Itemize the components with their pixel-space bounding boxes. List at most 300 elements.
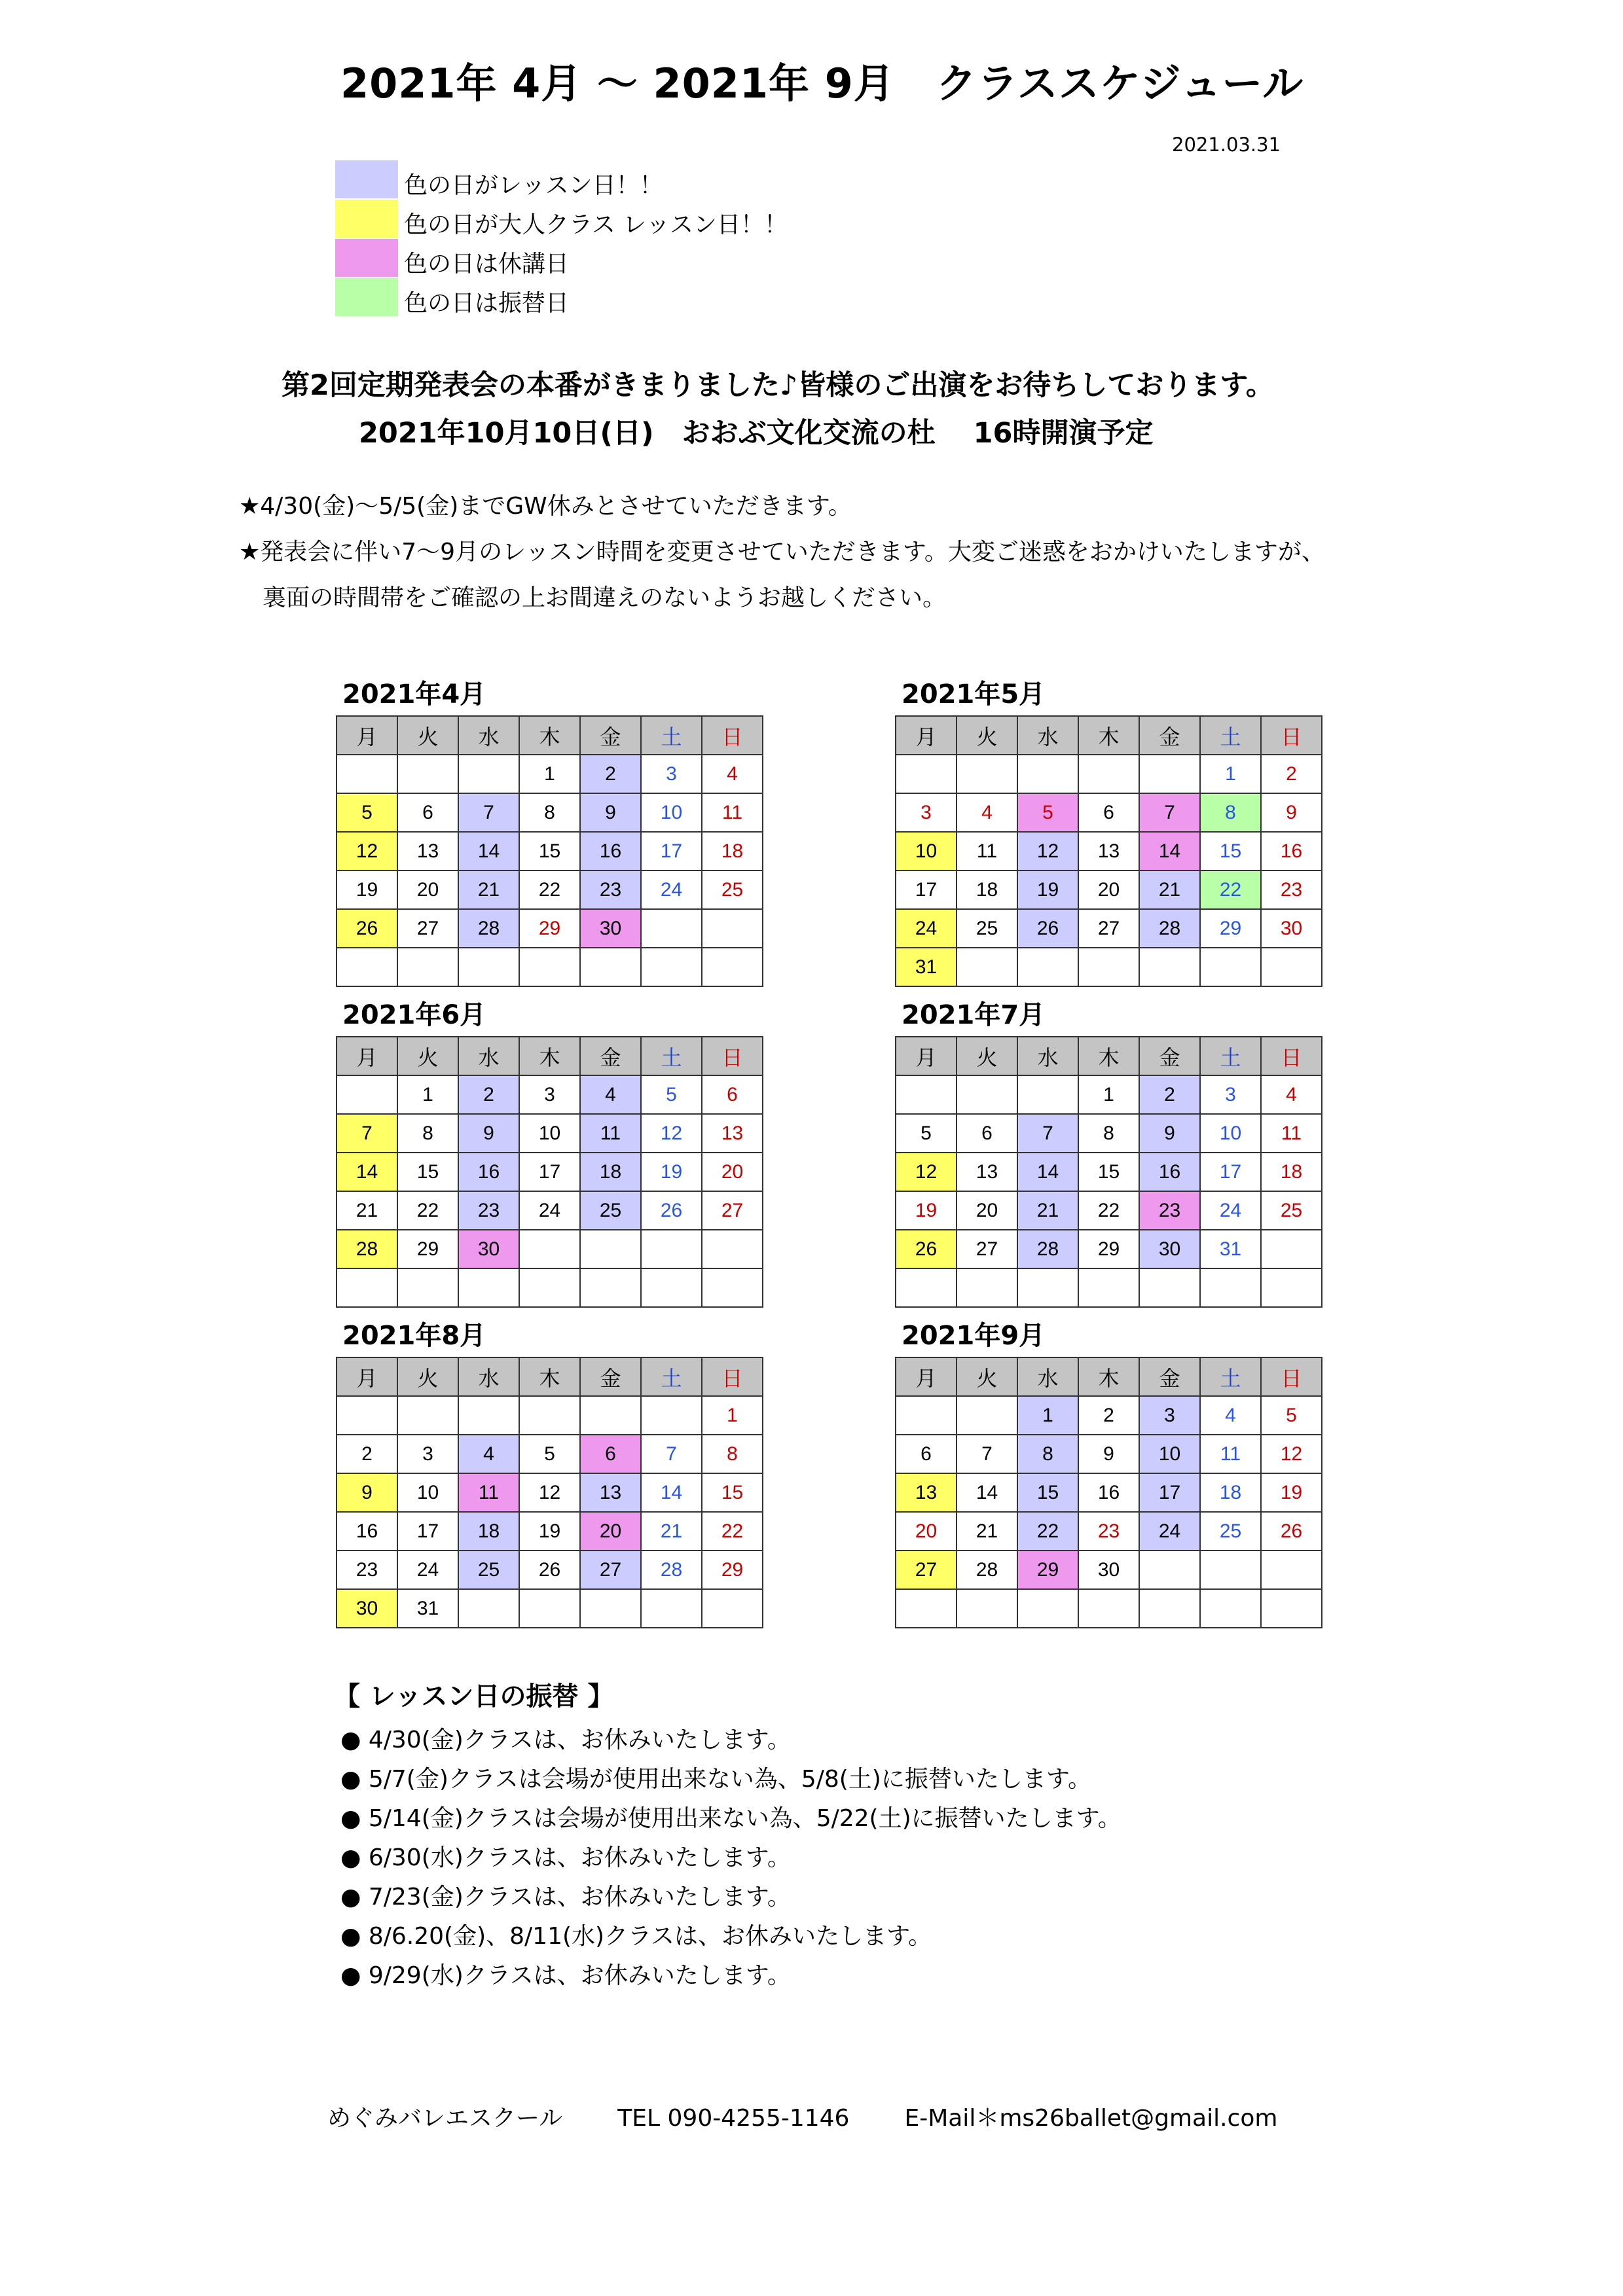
calendar-day: 20	[397, 870, 458, 909]
calendar-day: 12	[519, 1473, 580, 1512]
calendar-day: 26	[641, 1191, 702, 1230]
calendar-day: 28	[1139, 909, 1200, 948]
calendar-day: 29	[702, 1551, 763, 1589]
calendar-empty-cell	[1261, 1268, 1322, 1307]
legend-text-off: 色の日は休講日	[404, 251, 570, 278]
calendar-day: 7	[1017, 1114, 1078, 1153]
calendar-day: 21	[458, 870, 519, 909]
weekday-header: 日	[1261, 1357, 1322, 1396]
calendar-day: 25	[458, 1551, 519, 1589]
calendar-day: 30	[1139, 1230, 1200, 1268]
calendar-day: 18	[957, 870, 1017, 909]
calendar-day: 7	[1139, 793, 1200, 832]
calendar-empty-cell	[519, 1230, 580, 1268]
calendar-empty-cell	[957, 1075, 1017, 1114]
calendar-week-row	[337, 948, 763, 986]
calendar-day: 23	[1261, 870, 1322, 909]
weekday-header: 日	[1261, 1037, 1322, 1075]
calendar-month-title: 2021年4月	[342, 679, 486, 709]
calendar-day: 29	[1078, 1230, 1139, 1268]
calendar-day: 5	[337, 793, 397, 832]
calendar-day: 29	[519, 909, 580, 948]
calendar-empty-cell	[1017, 1268, 1078, 1307]
calendar-day: 21	[337, 1191, 397, 1230]
page-title: 2021年 4月 〜 2021年 9月 クラススケジュール	[340, 60, 1304, 107]
calendar-day: 20	[896, 1512, 957, 1551]
calendar-day: 13	[580, 1473, 641, 1512]
calendar-grid	[336, 1036, 763, 1308]
calendar-empty-cell	[896, 1589, 957, 1628]
calendar-day: 29	[397, 1230, 458, 1268]
calendar-day: 22	[519, 870, 580, 909]
calendar-empty-cell	[957, 948, 1017, 986]
calendar-day: 11	[957, 832, 1017, 870]
calendar-month-title: 2021年6月	[342, 1000, 486, 1030]
calendar-day: 17	[896, 870, 957, 909]
calendar-empty-cell	[702, 948, 763, 986]
phone-number: TEL 090-4255-1146	[617, 2105, 850, 2132]
calendar-empty-cell	[1139, 1551, 1200, 1589]
calendar-day: 25	[580, 1191, 641, 1230]
calendar-day: 7	[458, 793, 519, 832]
calendar-week-row	[337, 1114, 763, 1153]
calendar-day: 6	[580, 1435, 641, 1473]
calendar-week-row	[896, 1191, 1322, 1230]
calendar-day: 14	[957, 1473, 1017, 1512]
calendar-empty-cell	[337, 1396, 397, 1435]
calendar-day: 5	[1017, 793, 1078, 832]
calendar-day: 24	[1139, 1512, 1200, 1551]
calendar-empty-cell	[641, 1396, 702, 1435]
calendar-day: 16	[458, 1153, 519, 1191]
calendar-day: 6	[397, 793, 458, 832]
calendar-day: 27	[702, 1191, 763, 1230]
legend-item-lesson	[335, 160, 793, 200]
calendar-day: 25	[957, 909, 1017, 948]
calendar-empty-cell	[641, 1589, 702, 1628]
calendar-empty-cell	[957, 1589, 1017, 1628]
calendar-day: 9	[1078, 1435, 1139, 1473]
calendar-day: 10	[1200, 1114, 1261, 1153]
calendar-day: 24	[641, 870, 702, 909]
calendar-day: 16	[1261, 832, 1322, 870]
calendar-day: 8	[519, 793, 580, 832]
calendar-day: 7	[957, 1435, 1017, 1473]
calendar-week-row	[337, 1230, 763, 1268]
calendar-day: 9	[580, 793, 641, 832]
calendar-empty-cell	[1078, 948, 1139, 986]
calendar-week-row	[896, 1512, 1322, 1551]
weekday-header: 土	[641, 1037, 702, 1075]
calendar-day: 16	[337, 1512, 397, 1551]
calendar-empty-cell	[702, 909, 763, 948]
calendar-day: 8	[702, 1435, 763, 1473]
weekday-header: 月	[337, 1357, 397, 1396]
weekday-header-row	[337, 1037, 763, 1075]
calendar-day: 11	[1261, 1114, 1322, 1153]
substitution-item: ● 5/7(金)クラスは会場が使用出来ない為、5/8(土)に振替いたします。	[340, 1766, 1091, 1793]
calendar-day: 4	[1200, 1396, 1261, 1435]
calendar-empty-cell	[458, 948, 519, 986]
calendar-empty-cell	[519, 1396, 580, 1435]
calendar-empty-cell	[337, 948, 397, 986]
calendar-day: 3	[896, 793, 957, 832]
substitution-item: ● 7/23(金)クラスは、お休みいたします。	[340, 1884, 791, 1910]
weekday-header: 金	[1139, 1037, 1200, 1075]
calendar-day: 16	[1078, 1473, 1139, 1512]
recital-date-venue: 2021年10月10日(日) おおぶ文化交流の杜 16時開演予定	[359, 417, 1154, 450]
calendar-day: 18	[1261, 1153, 1322, 1191]
issue-date: 2021.03.31	[1172, 134, 1281, 156]
calendar-week-row	[337, 1075, 763, 1114]
calendar-day: 23	[337, 1551, 397, 1589]
calendar-day: 5	[896, 1114, 957, 1153]
weekday-header: 日	[702, 1037, 763, 1075]
calendar-week-row	[896, 1230, 1322, 1268]
weekday-header: 木	[1078, 716, 1139, 755]
legend-item-off	[335, 239, 793, 278]
calendar-empty-cell	[519, 948, 580, 986]
calendar-day: 14	[1139, 832, 1200, 870]
calendar-day: 4	[702, 755, 763, 793]
calendar-day: 14	[458, 832, 519, 870]
calendar-day: 20	[580, 1512, 641, 1551]
legend-text-adult: 色の日が大人クラス レッスン日！！	[404, 211, 788, 238]
calendar-day: 10	[896, 832, 957, 870]
email-address[interactable]: E-Mail＊ms26ballet@gmail.com	[904, 2105, 1278, 2132]
calendar-day: 20	[702, 1153, 763, 1191]
calendar-day: 6	[896, 1435, 957, 1473]
calendar-day: 9	[458, 1114, 519, 1153]
calendar-empty-cell	[641, 909, 702, 948]
calendar-day: 13	[1078, 832, 1139, 870]
calendar-day: 7	[337, 1114, 397, 1153]
calendar-week-row	[896, 1114, 1322, 1153]
calendar-day: 19	[896, 1191, 957, 1230]
calendar-day: 1	[1078, 1075, 1139, 1114]
weekday-header: 水	[458, 1357, 519, 1396]
calendar-day: 18	[1200, 1473, 1261, 1512]
calendar-week-row	[896, 1589, 1322, 1628]
calendar-day: 31	[896, 948, 957, 986]
calendar-empty-cell	[580, 1230, 641, 1268]
calendar-empty-cell	[1078, 1268, 1139, 1307]
calendar-day: 15	[1200, 832, 1261, 870]
calendar-empty-cell	[896, 755, 957, 793]
calendar-week-row	[896, 1268, 1322, 1307]
calendar-day: 11	[580, 1114, 641, 1153]
calendar-empty-cell	[1200, 1589, 1261, 1628]
calendar-empty-cell	[1139, 1589, 1200, 1628]
calendar-empty-cell	[641, 1230, 702, 1268]
calendar-week-row	[337, 1589, 763, 1628]
calendar-empty-cell	[580, 1268, 641, 1307]
calendar-empty-cell	[896, 1396, 957, 1435]
calendar-empty-cell	[337, 1268, 397, 1307]
calendar-day: 26	[1017, 909, 1078, 948]
calendar-empty-cell	[1078, 1589, 1139, 1628]
calendar-empty-cell	[641, 1268, 702, 1307]
calendar-day: 30	[1261, 909, 1322, 948]
calendar-week-row	[337, 1551, 763, 1589]
calendar-day: 18	[702, 832, 763, 870]
calendar-day: 8	[1078, 1114, 1139, 1153]
calendar-day: 10	[1139, 1435, 1200, 1473]
calendar-day: 24	[519, 1191, 580, 1230]
calendar-day: 30	[1078, 1551, 1139, 1589]
weekday-header: 金	[580, 1357, 641, 1396]
calendar-day: 30	[580, 909, 641, 948]
weekday-header-row	[337, 1357, 763, 1396]
calendar-day: 24	[397, 1551, 458, 1589]
calendar-week-row	[337, 832, 763, 870]
calendar-day: 25	[702, 870, 763, 909]
calendar-day: 4	[458, 1435, 519, 1473]
calendar-empty-cell	[1261, 1551, 1322, 1589]
calendar-grid	[895, 715, 1322, 987]
calendar-week-row	[896, 1551, 1322, 1589]
calendar-day: 2	[1139, 1075, 1200, 1114]
calendar-day: 14	[337, 1153, 397, 1191]
calendar-day: 27	[957, 1230, 1017, 1268]
calendar-empty-cell	[397, 1396, 458, 1435]
calendar-day: 13	[702, 1114, 763, 1153]
calendar-empty-cell	[1017, 755, 1078, 793]
calendar-day: 2	[1078, 1396, 1139, 1435]
weekday-header: 水	[1017, 716, 1078, 755]
calendar-day: 16	[1139, 1153, 1200, 1191]
substitution-item: ● 4/30(金)クラスは、お休みいたします。	[340, 1727, 791, 1753]
weekday-header: 月	[896, 1037, 957, 1075]
calendar-empty-cell	[702, 1589, 763, 1628]
substitution-item: ● 5/14(金)クラスは会場が使用出来ない為、5/22(土)に振替いたします。	[340, 1805, 1122, 1832]
note-time-change: ★発表会に伴い7〜9月のレッスン時間を変更させていただきます。大変ご迷惑をおかけいたしますが、	[239, 539, 1325, 565]
calendar-day: 12	[337, 832, 397, 870]
calendar-day: 23	[1078, 1512, 1139, 1551]
weekday-header: 土	[1200, 1037, 1261, 1075]
substitution-item: ● 9/29(水)クラスは、お休みいたします。	[340, 1962, 791, 1989]
calendar-day: 22	[397, 1191, 458, 1230]
calendar-day: 15	[519, 832, 580, 870]
calendar-empty-cell	[702, 1268, 763, 1307]
calendar-day: 9	[337, 1473, 397, 1512]
weekday-header: 土	[641, 1357, 702, 1396]
calendar-grid	[895, 1357, 1322, 1628]
calendar-day: 17	[397, 1512, 458, 1551]
calendar-day: 17	[641, 832, 702, 870]
calendar-day: 11	[458, 1473, 519, 1512]
calendar-empty-cell	[1261, 1230, 1322, 1268]
calendar-day: 1	[702, 1396, 763, 1435]
weekday-header-row	[896, 716, 1322, 755]
weekday-header: 木	[519, 1037, 580, 1075]
calendar-day: 12	[1261, 1435, 1322, 1473]
calendar-day: 27	[397, 909, 458, 948]
calendar-day: 18	[580, 1153, 641, 1191]
calendar-day: 26	[337, 909, 397, 948]
calendar-week-row	[896, 909, 1322, 948]
calendar-day: 9	[1261, 793, 1322, 832]
calendar-day: 26	[1261, 1512, 1322, 1551]
calendar-empty-cell	[1017, 1075, 1078, 1114]
calendar-day: 4	[957, 793, 1017, 832]
calendar-day: 3	[1200, 1075, 1261, 1114]
calendar-day: 24	[1200, 1191, 1261, 1230]
calendar-day: 21	[1017, 1191, 1078, 1230]
calendar-week-row	[896, 948, 1322, 986]
calendar-day: 17	[519, 1153, 580, 1191]
weekday-header: 水	[1017, 1357, 1078, 1396]
calendar-day: 21	[641, 1512, 702, 1551]
calendar-day: 14	[641, 1473, 702, 1512]
weekday-header: 火	[957, 1037, 1017, 1075]
weekday-header: 金	[1139, 716, 1200, 755]
calendar-week-row	[896, 755, 1322, 793]
calendar-empty-cell	[337, 1075, 397, 1114]
calendar-day: 4	[580, 1075, 641, 1114]
calendar-empty-cell	[1017, 948, 1078, 986]
calendar-empty-cell	[1139, 1268, 1200, 1307]
calendar-day: 16	[580, 832, 641, 870]
weekday-header: 火	[397, 1357, 458, 1396]
calendar-day: 8	[1200, 793, 1261, 832]
calendar-empty-cell	[1261, 948, 1322, 986]
calendar-day: 15	[1078, 1153, 1139, 1191]
calendar-day: 22	[1200, 870, 1261, 909]
calendar-day: 28	[641, 1551, 702, 1589]
calendar-empty-cell	[1200, 1268, 1261, 1307]
calendar-grid	[336, 715, 763, 987]
calendar-month-title: 2021年7月	[902, 1000, 1046, 1030]
weekday-header-row	[337, 716, 763, 755]
weekday-header: 水	[1017, 1037, 1078, 1075]
calendar-day: 2	[458, 1075, 519, 1114]
calendar-day: 31	[397, 1589, 458, 1628]
calendar-day: 1	[1017, 1396, 1078, 1435]
calendar-empty-cell	[957, 1268, 1017, 1307]
calendar-day: 3	[641, 755, 702, 793]
calendar-day: 13	[957, 1153, 1017, 1191]
calendar-day: 6	[702, 1075, 763, 1114]
calendar-day: 12	[896, 1153, 957, 1191]
calendar-week-row	[337, 870, 763, 909]
calendar-week-row	[337, 1435, 763, 1473]
weekday-header: 月	[896, 716, 957, 755]
calendar-empty-cell	[957, 1396, 1017, 1435]
calendar-day: 15	[702, 1473, 763, 1512]
calendar-week-row	[896, 1473, 1322, 1512]
calendar-day: 5	[641, 1075, 702, 1114]
calendar-day: 23	[580, 870, 641, 909]
substitution-item: ● 8/6.20(金)、8/11(水)クラスは、お休みいたします。	[340, 1923, 932, 1950]
calendar-day: 19	[519, 1512, 580, 1551]
calendar-week-row	[337, 1191, 763, 1230]
calendar-day: 22	[1078, 1191, 1139, 1230]
weekday-header: 木	[519, 1357, 580, 1396]
calendar-empty-cell	[580, 1589, 641, 1628]
weekday-header: 日	[702, 716, 763, 755]
calendar-day: 19	[1017, 870, 1078, 909]
calendar-day: 8	[397, 1114, 458, 1153]
recital-announcement: 第2回定期発表会の本番がきまりました♪皆様のご出演をお待ちしております。	[282, 369, 1274, 402]
calendar-week-row	[337, 1268, 763, 1307]
calendar-day: 1	[1200, 755, 1261, 793]
calendar-day: 1	[519, 755, 580, 793]
calendar-day: 15	[397, 1153, 458, 1191]
weekday-header: 水	[458, 716, 519, 755]
weekday-header: 日	[1261, 716, 1322, 755]
weekday-header-row	[896, 1357, 1322, 1396]
weekday-header: 月	[337, 716, 397, 755]
weekday-header: 木	[1078, 1357, 1139, 1396]
calendar-empty-cell	[896, 1075, 957, 1114]
calendar-day: 6	[1078, 793, 1139, 832]
calendar-day: 28	[957, 1551, 1017, 1589]
calendar-empty-cell	[641, 948, 702, 986]
calendar-week-row	[337, 1153, 763, 1191]
legend-item-substitute	[335, 278, 793, 317]
substitution-title: 【 レッスン日の振替 】	[334, 1681, 614, 1712]
weekday-header: 木	[519, 716, 580, 755]
legend-swatch-adult	[335, 200, 398, 238]
calendar-day: 5	[519, 1435, 580, 1473]
calendar-empty-cell	[519, 1589, 580, 1628]
calendar-day: 26	[896, 1230, 957, 1268]
calendar-day: 3	[519, 1075, 580, 1114]
calendar-day: 25	[1200, 1512, 1261, 1551]
weekday-header: 火	[397, 1037, 458, 1075]
calendar-day: 19	[641, 1153, 702, 1191]
weekday-header: 月	[337, 1037, 397, 1075]
calendar-empty-cell	[1078, 755, 1139, 793]
footer-contact	[327, 2100, 1332, 2133]
note-time-change-cont: 裏面の時間帯をご確認の上お間違えのないようお越しください。	[239, 584, 947, 611]
calendar-day: 13	[896, 1473, 957, 1512]
weekday-header: 金	[580, 716, 641, 755]
calendar-day: 20	[957, 1191, 1017, 1230]
calendar-empty-cell	[397, 1268, 458, 1307]
calendar-empty-cell	[896, 1268, 957, 1307]
calendar-empty-cell	[458, 1396, 519, 1435]
weekday-header: 水	[458, 1037, 519, 1075]
legend-swatch-lesson	[335, 160, 398, 198]
calendar-day: 13	[397, 832, 458, 870]
legend-swatch-off	[335, 239, 398, 277]
calendar-week-row	[896, 1396, 1322, 1435]
calendar-day: 15	[1017, 1473, 1078, 1512]
calendar-week-row	[896, 870, 1322, 909]
calendar-grid	[895, 1036, 1322, 1308]
note-gw-holiday: ★4/30(金)〜5/5(金)までGW休みとさせていただきます。	[239, 493, 852, 520]
calendar-day: 2	[580, 755, 641, 793]
calendar-week-row	[896, 1153, 1322, 1191]
calendar-day: 10	[397, 1473, 458, 1512]
weekday-header: 金	[1139, 1357, 1200, 1396]
substitution-item: ● 6/30(水)クラスは、お休みいたします。	[340, 1844, 791, 1871]
calendar-month-title: 2021年8月	[342, 1321, 486, 1351]
weekday-header: 日	[702, 1357, 763, 1396]
calendar-week-row	[896, 1075, 1322, 1114]
calendar-day: 2	[337, 1435, 397, 1473]
calendar-day: 26	[519, 1551, 580, 1589]
calendar-day: 10	[641, 793, 702, 832]
weekday-header: 月	[896, 1357, 957, 1396]
calendar-week-row	[896, 832, 1322, 870]
calendar-day: 7	[641, 1435, 702, 1473]
calendar-day: 28	[337, 1230, 397, 1268]
weekday-header: 火	[397, 716, 458, 755]
calendar-day: 1	[397, 1075, 458, 1114]
